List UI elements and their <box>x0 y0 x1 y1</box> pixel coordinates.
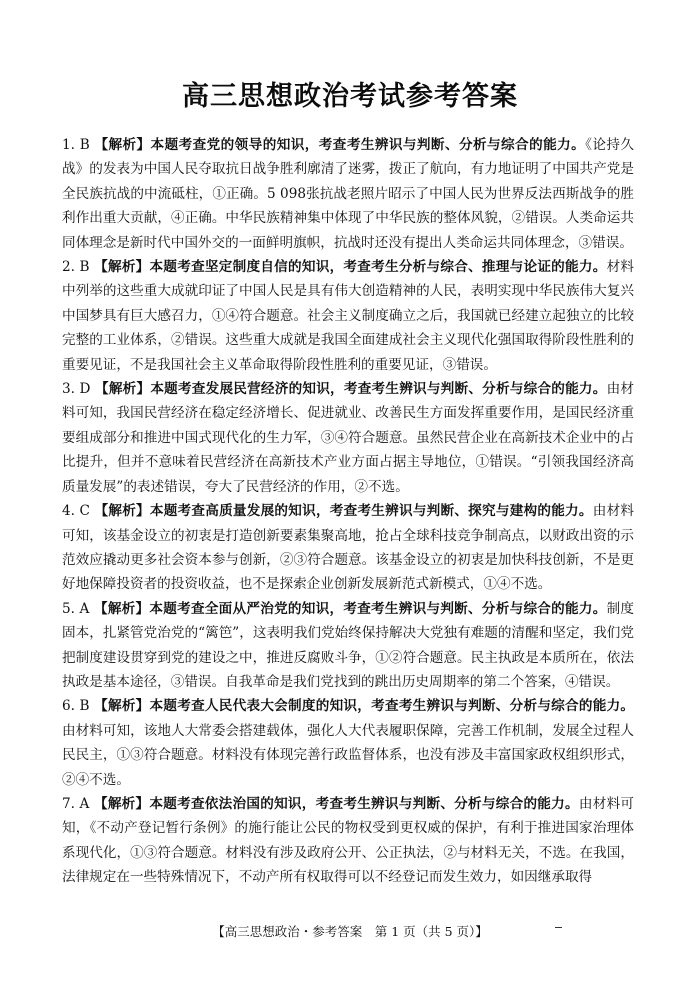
page-title: 高三思想政治考试参考答案 <box>182 81 518 112</box>
analysis-tag: 【解析】 <box>95 381 151 398</box>
answer-item-7 <box>62 792 634 890</box>
answer-heading: 本题考查人民代表大会制度的知识，考查考生辨识与判断、分析与综合的能力。 <box>149 698 635 715</box>
answer-item-2 <box>62 255 634 377</box>
footer-dash-mark <box>555 927 562 928</box>
answer-body: 《论持久战》的发表为中国人民夺取抗日战争胜利廓清了迷雾，拨正了航向，有力地证明了中国共产党是全民族抗战的中流砥柱，①正确。5 098张抗战老照片昭示了中国人民为世界反法西斯战争的胜利作出重大贡献，④正确。中华民族精神集中体现了中华民族的整体风貌，②错误。人类命运共同体理念是新时代中国外交的一面鲜明旗帜，抗战时还没有提出人类命运共同体理念，③错误。 <box>62 137 635 251</box>
answer-heading: 本题考查高质量发展的知识，考查考生辨识与判断、探究与建构的能力。 <box>149 503 593 520</box>
analysis-tag: 【解析】 <box>93 600 150 617</box>
analysis-tag: 【解析】 <box>94 698 150 715</box>
answer-item-3 <box>62 377 634 499</box>
answer-heading: 本题考查坚定制度自信的知识，考查考生分析与综合、推理与论证的能力。 <box>149 259 607 276</box>
analysis-tag: 【解析】 <box>94 137 151 153</box>
answer-body: 由材料可知，我国民营经济在稳定经济增长、促进就业、改善民生方面发挥重要作用，是国民经济重要组成部分和推进中国式现代化的生力军，③④符合题意。虽然民营企业在高新技术企业中的占比提升，但并不意味着民营经济在高新技术产业方面占据主导地位，①错误。“引领我国经济高质量发展”的表述错误，夸大了民营经济的作用，②不选。 <box>62 381 635 495</box>
analysis-tag: 【解析】 <box>94 503 150 520</box>
answer-item-1 <box>62 133 634 255</box>
answer-number: 3. D <box>62 381 91 398</box>
answer-body: 由材料可知，《不动产登记暂行条例》的施行能让公民的物权受到更权威的保护，有利于推进国家治理体系现代化，①③符合题意。材料没有涉及政府公开、公正执法，②与材料无关，不选。在我国，法律规定在一些特殊情况下，不动产所有权取得可以不经登记而发生效力，如因继承取得 <box>62 795 635 886</box>
answer-body: 材料中列举的这些重大成就印证了中国人民是具有伟大创造精神的人民，表明实现中华民族伟大复兴中国梦具有巨大感召力，①④符合题意。社会主义制度确立之后，我国就已经建立起独立的比较完整的工业体系，②错误。这些重大成就是我国全面建成社会主义现代化强国取得阶段性胜利的重要见证，不是我国社会主义革命取得阶段性胜利的重要见证，③错误。 <box>62 259 635 373</box>
answer-heading: 本题考查全面从严治党的知识，考查考生辨识与判断、分析与综合的能力。 <box>149 600 607 617</box>
answer-item-6 <box>62 694 634 792</box>
answer-number: 5. A <box>62 600 90 617</box>
answer-number: 2. B <box>62 259 90 276</box>
answer-list <box>62 133 634 890</box>
answer-number: 4. C <box>62 503 90 520</box>
answer-item-5 <box>62 597 634 695</box>
page-footer: 【高三思想政治・参考答案 第 1 页（共 5 页）】 <box>212 924 488 939</box>
answer-heading: 本题考查依法治国的知识，考查考生辨识与判断、分析与综合的能力。 <box>149 795 579 812</box>
answer-heading: 本题考查发展民营经济的知识，考查考生辨识与判断、分析与综合的能力。 <box>150 381 607 398</box>
answer-body: 由材料可知，该地人大常委会搭建载体，强化人大代表履职保障，完善工作机制，发展全过程人民民主，①③符合题意。材料没有体现完善行政监督体系，也没有涉及丰富国家政权组织形式，②④不选。 <box>62 722 634 788</box>
analysis-tag: 【解析】 <box>94 259 150 276</box>
answer-number: 7. A <box>62 795 90 812</box>
answer-number: 1. B <box>62 137 90 153</box>
answer-item-4 <box>62 499 634 597</box>
answer-heading: 本题考查党的领导的知识，考查考生辨识与判断、分析与综合的能力。 <box>150 137 586 153</box>
answer-number: 6. B <box>62 698 90 715</box>
answer-body: 由材料可知，该基金设立的初衷是打造创新要素集聚高地，抢占全球科技竞争制高点，以财政出资的示范效应撬动更多社会资本参与创新，②③符合题意。该基金设立的初衷是加快科技创新，不是更好地保障投资者的投资收益，也不是探索企业创新发展新范式新模式，①④不选。 <box>62 503 635 593</box>
answer-body: 制度固本，扎紧管党治党的“篱笆”，这表明我们党始终保持解决大党独有难题的清醒和坚定，我们党把制度建设贯穿到党的建设之中，推进反腐败斗争，①②符合题意。民主执政是本质所在，依法执政是基本途径，③错误。自我革命是我们党找到的跳出历史周期率的第二个答案，④错误。 <box>62 600 635 690</box>
analysis-tag: 【解析】 <box>93 795 150 812</box>
